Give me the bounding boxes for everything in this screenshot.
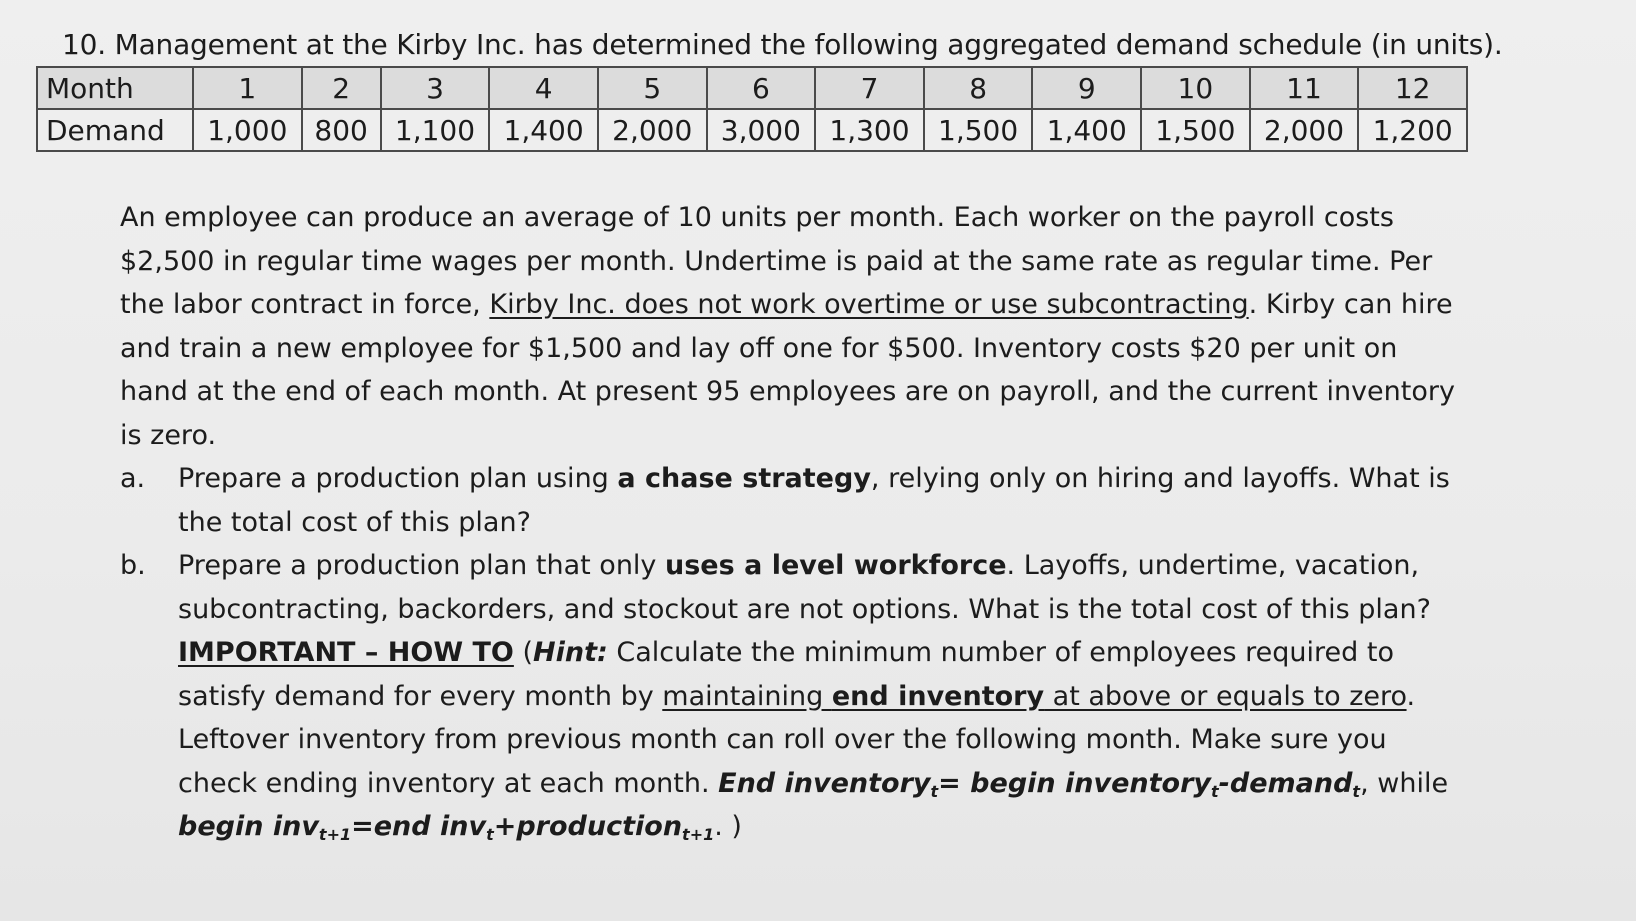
month-cell: 11 xyxy=(1250,67,1359,109)
demand-cell: 1,500 xyxy=(1141,109,1250,151)
month-cell: 6 xyxy=(707,67,816,109)
howto-heading: IMPORTANT – HOW TO xyxy=(178,637,514,668)
demand-cell: 1,000 xyxy=(193,109,302,151)
intro-text-continued: . Kirby can hire and train a new employee for $1,500 and lay off one for $500. Inventory costs $20 per unit on hand at the end of each month. At present 95 employees are on payroll, and the current inventory is zero. xyxy=(120,289,1455,451)
demand-cell: 1,400 xyxy=(1032,109,1141,151)
part-b-text xyxy=(178,544,1460,849)
demand-table xyxy=(36,66,1468,152)
month-cell: 9 xyxy=(1032,67,1141,109)
part-b-strategy: uses a level workforce xyxy=(665,550,1007,581)
demand-cell: 2,000 xyxy=(1250,109,1359,151)
part-b-text-1: Prepare a production plan that only xyxy=(178,550,665,581)
hint-underlined-2: at above or equals to zero xyxy=(1044,680,1407,712)
leftover-text: Leftover inventory from previous month can roll over the following month. Make sure you check ending inventory at each month. xyxy=(178,724,1387,799)
formula-part: +production xyxy=(493,811,683,842)
formula-part: = begin inventory xyxy=(938,767,1212,799)
formula-end-inventory xyxy=(718,768,1360,799)
formula-sub: t+1 xyxy=(682,825,715,844)
month-cell: 2 xyxy=(302,67,381,109)
comma-while: , while xyxy=(1360,767,1449,799)
month-cell: 8 xyxy=(924,67,1033,109)
month-cell: 12 xyxy=(1358,67,1467,109)
demand-cell: 1,500 xyxy=(924,109,1033,151)
month-cell: 3 xyxy=(381,67,490,109)
formula-sub: t xyxy=(1211,781,1219,801)
hint-underlined-bold: end inventory xyxy=(831,680,1045,712)
formula-part: -demand xyxy=(1218,767,1353,799)
month-row xyxy=(37,67,1467,109)
demand-header-cell: Demand xyxy=(37,109,193,151)
part-a-text-1: Prepare a production plan using xyxy=(178,463,618,494)
part-b-text-2: . Layoffs, undertime, vacation, subcontracting, backorders, and stockout are not options. What is the total cost of this plan? xyxy=(178,550,1431,625)
month-cell: 5 xyxy=(598,67,707,109)
formula-sub: t xyxy=(930,781,939,801)
month-cell: 1 xyxy=(193,67,302,109)
formula-sub: t xyxy=(1352,781,1361,801)
hint-underlined xyxy=(662,681,1406,712)
intro-paragraph xyxy=(120,196,1460,457)
contract-note: Kirby Inc. does not work overtime or use subcontracting xyxy=(489,289,1249,320)
part-a-text-2: , relying only on hiring and layoffs. What is the total cost of this plan? xyxy=(178,463,1450,538)
demand-cell: 1,300 xyxy=(815,109,924,151)
demand-cell: 1,100 xyxy=(381,109,490,151)
part-a-marker: a. xyxy=(120,463,146,494)
formula-begin-inventory xyxy=(178,811,714,842)
demand-cell: 1,200 xyxy=(1358,109,1467,151)
demand-cell: 800 xyxy=(302,109,381,151)
month-header-cell: Month xyxy=(37,67,193,109)
hint-underlined-1: maintaining xyxy=(662,680,832,712)
problem-body xyxy=(120,196,1460,849)
part-a-text xyxy=(178,457,1460,544)
demand-cell: 2,000 xyxy=(598,109,707,151)
closing-paren: . ) xyxy=(714,811,742,842)
formula-part: End inventory xyxy=(718,767,931,799)
question-title: 10. Management at the Kirby Inc. has determined the following aggregated demand schedule (in units). xyxy=(62,28,1503,61)
month-cell: 7 xyxy=(815,67,924,109)
demand-cell: 1,400 xyxy=(489,109,598,151)
formula-part: =end inv xyxy=(351,811,487,842)
intro-text: An employee can produce an average of 10 units per month. Each worker on the payroll costs $2,500 in regular time wages per month. Undertime is paid at the same rate as regular time. Per the labor contract in force, xyxy=(120,202,1433,320)
paren-open: ( xyxy=(513,637,533,668)
formula-sub: t+1 xyxy=(318,825,352,844)
formula-part: begin inv xyxy=(178,811,319,842)
part-a xyxy=(120,457,1460,544)
hint-label: Hint: xyxy=(533,637,608,668)
part-b xyxy=(120,544,1460,849)
month-cell: 4 xyxy=(489,67,598,109)
hint-period: . xyxy=(1406,680,1416,712)
part-b-marker: b. xyxy=(120,550,146,581)
demand-cell: 3,000 xyxy=(707,109,816,151)
hint-text: Calculate the minimum number of employees required to satisfy demand for every month by xyxy=(178,637,1394,712)
formula-sub: t xyxy=(486,825,494,844)
demand-row xyxy=(37,109,1467,151)
month-cell: 10 xyxy=(1141,67,1250,109)
part-a-strategy: a chase strategy xyxy=(617,463,871,494)
